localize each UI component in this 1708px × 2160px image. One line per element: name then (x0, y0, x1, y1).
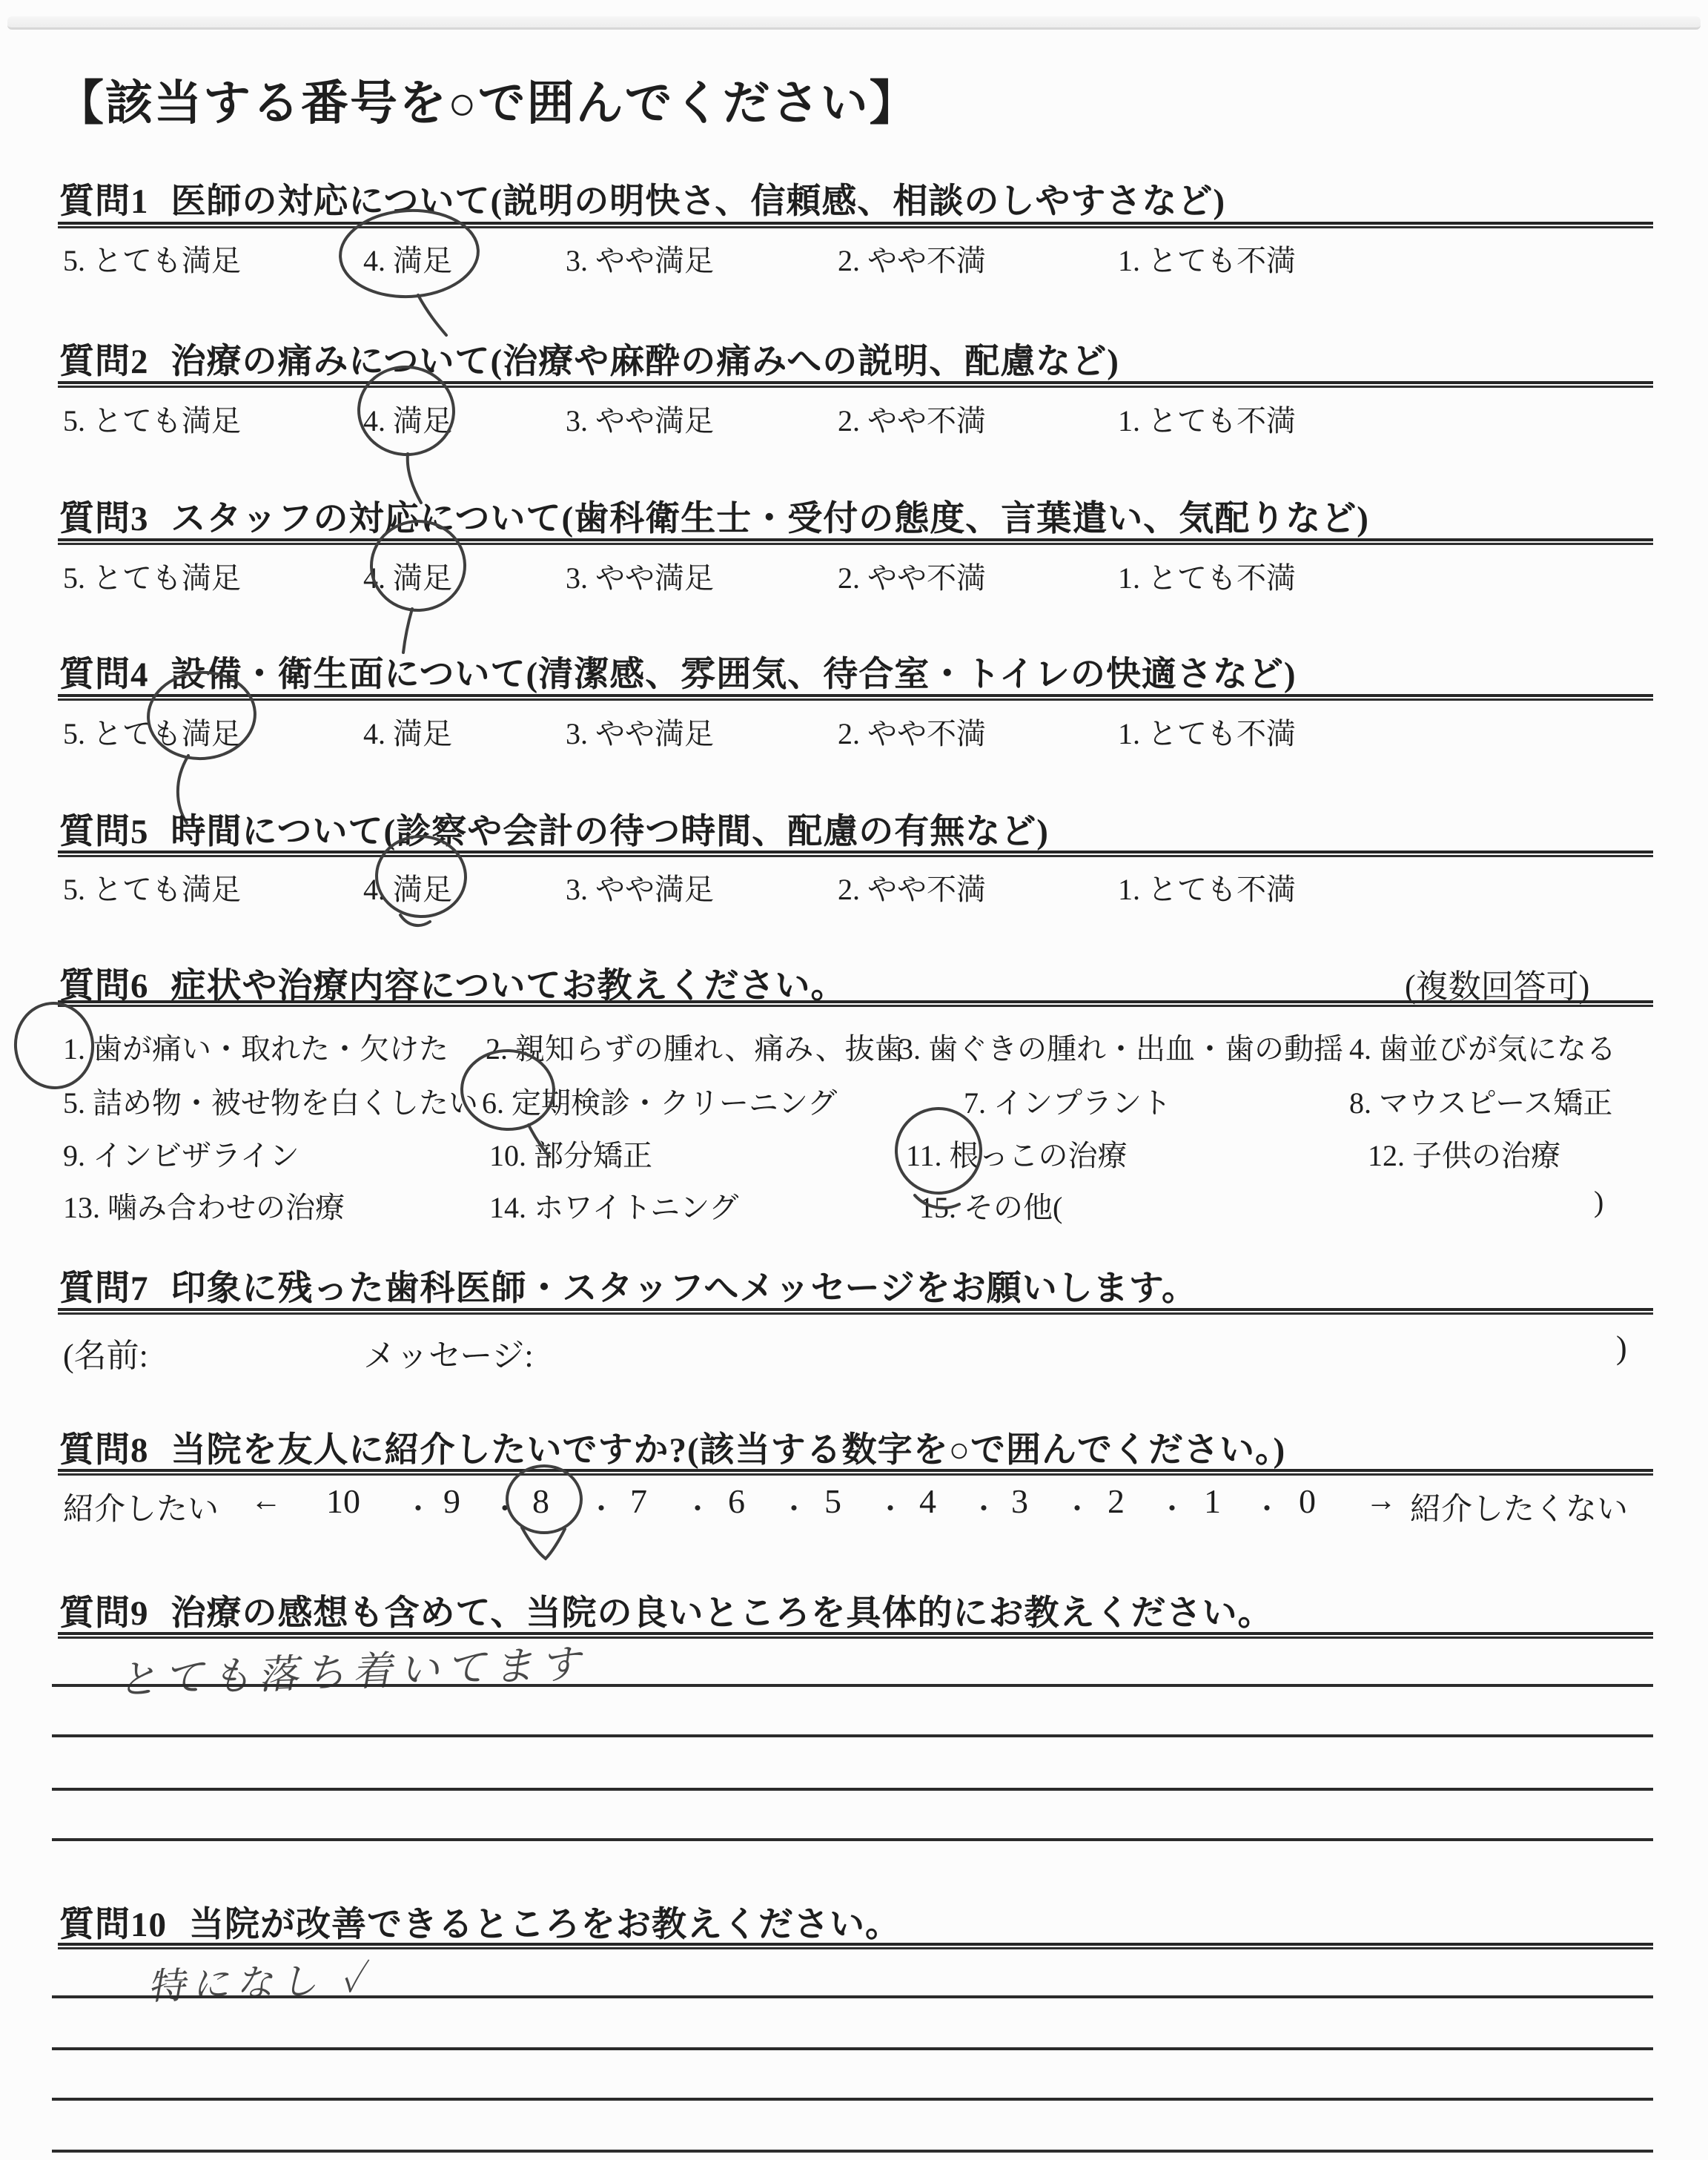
circle-annotation-q3 (366, 519, 477, 656)
q6-item-13: 13. 噛み合わせの治療 (63, 1191, 345, 1224)
question-9-title (59, 1585, 1274, 1635)
q2-option-2: 2. やや不満 (838, 404, 986, 437)
q6-multi-answer-note: (複数回答可) (1405, 968, 1590, 1005)
q6-item-8: 8. マウスピース矯正 (1349, 1086, 1613, 1120)
q1-option-3: 3. やや満足 (566, 244, 714, 277)
rule-q7 (58, 1308, 1653, 1315)
q3-option-2: 2. やや不満 (838, 561, 986, 595)
question-8-label: 質問8 (59, 1431, 149, 1470)
nps-value-6: 6 (728, 1482, 745, 1520)
nps-right-arrow-icon: → (1366, 1484, 1397, 1518)
q7-name-label: (名前: (63, 1338, 148, 1374)
question-10-label: 質問10 (59, 1906, 167, 1944)
question-1-title (59, 174, 1225, 223)
question-7-title (59, 1261, 1197, 1310)
nps-value-8: 8 (532, 1482, 549, 1520)
rule-q3 (58, 538, 1653, 545)
rule-q8 (58, 1469, 1653, 1476)
rule-q1 (58, 222, 1653, 228)
rule-q2 (58, 381, 1653, 388)
q10-answer-line (52, 2150, 1653, 2153)
q6-item-1: 1. 歯が痛い・取れた・欠けた (63, 1032, 448, 1066)
q3-option-4: 4. 満足 (363, 561, 452, 595)
q9-answer-line (52, 1838, 1653, 1841)
q2-option-5: 5. とても満足 (63, 404, 241, 437)
nps-dot: ・ (1158, 1494, 1187, 1525)
question-10-title (59, 1897, 901, 1946)
question-7-text: 印象に残った歯科医師・スタッフへメッセージをお願いします。 (171, 1269, 1197, 1308)
q5-option-1: 1. とても不満 (1118, 873, 1296, 906)
nps-value-0: 0 (1299, 1482, 1316, 1520)
nps-dot: ・ (1253, 1494, 1282, 1525)
form-heading: 【該当する番号を○で囲んでください】 (56, 77, 918, 130)
q5-option-2: 2. やや不満 (838, 873, 986, 906)
q1-option-4: 4. 満足 (363, 244, 452, 277)
q6-item-3: 3. 歯ぐきの腫れ・出血・歯の動揺 (898, 1032, 1343, 1066)
nps-right-label: 紹介したくない (1410, 1493, 1629, 1527)
nps-dot: ・ (970, 1494, 999, 1525)
q6-item-15: 15. その他( (919, 1191, 1063, 1224)
q10-handwritten-answer: 特になし ✓ (147, 1958, 378, 2008)
q10-answer-line (52, 2047, 1653, 2050)
question-5-label: 質問5 (59, 813, 149, 851)
nps-dot: ・ (587, 1494, 616, 1525)
rule-q4 (58, 694, 1653, 701)
q4-option-5: 5. とても満足 (63, 717, 241, 750)
question-5-title (59, 804, 1049, 853)
question-1-label: 質問1 (59, 182, 149, 221)
question-9-label: 質問9 (59, 1594, 149, 1633)
q6-item-2: 2. 親知らずの腫れ、痛み、抜歯 (486, 1032, 904, 1066)
q1-option-1: 1. とても不満 (1118, 244, 1296, 277)
q6-item-6: 6. 定期検診・クリーニング (482, 1086, 838, 1120)
question-8-title (59, 1422, 1285, 1472)
q5-option-3: 3. やや満足 (566, 873, 714, 906)
question-8-text: 当院を友人に紹介したいですか?(該当する数字を○で囲んでください。) (171, 1431, 1286, 1470)
q4-option-3: 3. やや満足 (566, 717, 714, 750)
nps-value-3: 3 (1011, 1482, 1028, 1520)
question-4-label: 質問4 (59, 655, 149, 694)
q4-option-4: 4. 満足 (363, 717, 452, 750)
question-3-text: スタッフの対応について(歯科衛生士・受付の態度、言葉遣い、気配りなど) (171, 500, 1369, 538)
nps-value-4: 4 (919, 1482, 936, 1520)
nps-value-1: 1 (1204, 1482, 1221, 1520)
question-3-title (59, 491, 1369, 541)
q10-answer-line (52, 1995, 1653, 1998)
circle-annotation-q2 (354, 365, 466, 506)
q6-item-12: 12. 子供の治療 (1368, 1139, 1560, 1172)
q6-item-11: 11. 根っこの治療 (906, 1139, 1128, 1172)
q9-answer-line (52, 1788, 1653, 1791)
nps-left-label: 紹介したい (63, 1493, 219, 1527)
q6-item-14: 14. ホワイトニング (489, 1191, 739, 1224)
nps-dot: ・ (1063, 1494, 1092, 1525)
q9-handwritten-answer: とても落ち着いてます (116, 1642, 595, 1702)
q9-answer-line (52, 1684, 1653, 1687)
q10-answer-line (52, 2098, 1653, 2101)
nps-left-arrow-icon: ← (251, 1484, 282, 1518)
q4-option-2: 2. やや不満 (838, 717, 986, 750)
scan-artifact-band (7, 16, 1701, 30)
q2-option-1: 1. とても不満 (1118, 404, 1296, 437)
rule-q6 (58, 1000, 1653, 1007)
nps-value-10: 10 (326, 1482, 360, 1520)
q2-option-4: 4. 満足 (363, 404, 452, 437)
q6-item-5: 5. 詰め物・被せ物を白くしたい (63, 1086, 478, 1120)
nps-dot: ・ (780, 1494, 809, 1525)
question-4-text: 設備・衛生面について(清潔感、雰囲気、待合室・トイレの快適さなど) (171, 655, 1297, 694)
nps-dot: ・ (876, 1494, 905, 1525)
question-9-text: 治療の感想も含めて、当院の良いところを具体的にお教えください。 (171, 1594, 1274, 1633)
q1-option-2: 2. やや不満 (838, 244, 986, 277)
question-2-text: 治療の痛みについて(治療や麻酔の痛みへの説明、配慮など) (171, 343, 1119, 381)
q6-other-close-paren: ) (1594, 1185, 1604, 1218)
q2-option-3: 3. やや満足 (566, 404, 714, 437)
question-6-label: 質問6 (59, 967, 149, 1005)
circle-annotation-q6-item6 (456, 1047, 571, 1162)
q5-option-5: 5. とても満足 (63, 873, 241, 906)
question-3-label: 質問3 (59, 500, 149, 538)
nps-value-5: 5 (824, 1482, 841, 1520)
nps-dot: ・ (491, 1494, 520, 1525)
q6-item-7: 7. インプラント (964, 1086, 1171, 1120)
nps-value-7: 7 (630, 1482, 647, 1520)
rule-q10 (58, 1943, 1653, 1949)
q4-option-1: 1. とても不満 (1118, 717, 1296, 750)
question-10-text: 当院が改善できるところをお教えください。 (189, 1906, 901, 1944)
circle-annotation-q5 (372, 832, 476, 943)
q6-item-9: 9. インビザライン (63, 1139, 299, 1172)
circle-annotation-q1 (335, 208, 487, 337)
rule-q5 (58, 851, 1653, 857)
q5-option-4: 4. 満足 (363, 873, 452, 906)
q3-option-5: 5. とても満足 (63, 561, 241, 595)
question-1-text: 医師の対応について(説明の明快さ、信頼感、相談のしやすさなど) (171, 182, 1225, 221)
question-6-text: 症状や治療内容についてお教えください。 (171, 967, 847, 1005)
nps-dot: ・ (683, 1494, 712, 1525)
q7-message-label: メッセージ: (363, 1338, 534, 1374)
q3-option-1: 1. とても不満 (1118, 561, 1296, 595)
q6-item-10: 10. 部分矯正 (489, 1139, 652, 1172)
q1-option-5: 5. とても満足 (63, 244, 241, 277)
nps-value-9: 9 (443, 1482, 460, 1520)
question-7-label: 質問7 (59, 1269, 149, 1308)
question-2-title (59, 334, 1119, 383)
q7-close-paren: ) (1616, 1330, 1627, 1366)
circle-annotation-q6-item11 (891, 1106, 995, 1232)
q9-answer-line (52, 1734, 1653, 1737)
q3-option-3: 3. やや満足 (566, 561, 714, 595)
nps-dot: ・ (404, 1494, 433, 1525)
question-5-text: 時間について(診察や会計の待つ時間、配慮の有無など) (171, 813, 1049, 851)
question-2-label: 質問2 (59, 343, 149, 381)
nps-value-2: 2 (1108, 1482, 1125, 1520)
circle-annotation-q6-item1 (11, 1001, 100, 1094)
rule-q9 (58, 1632, 1653, 1639)
circle-annotation-q8 (501, 1462, 590, 1566)
q6-item-4: 4. 歯並びが気になる (1349, 1032, 1616, 1066)
